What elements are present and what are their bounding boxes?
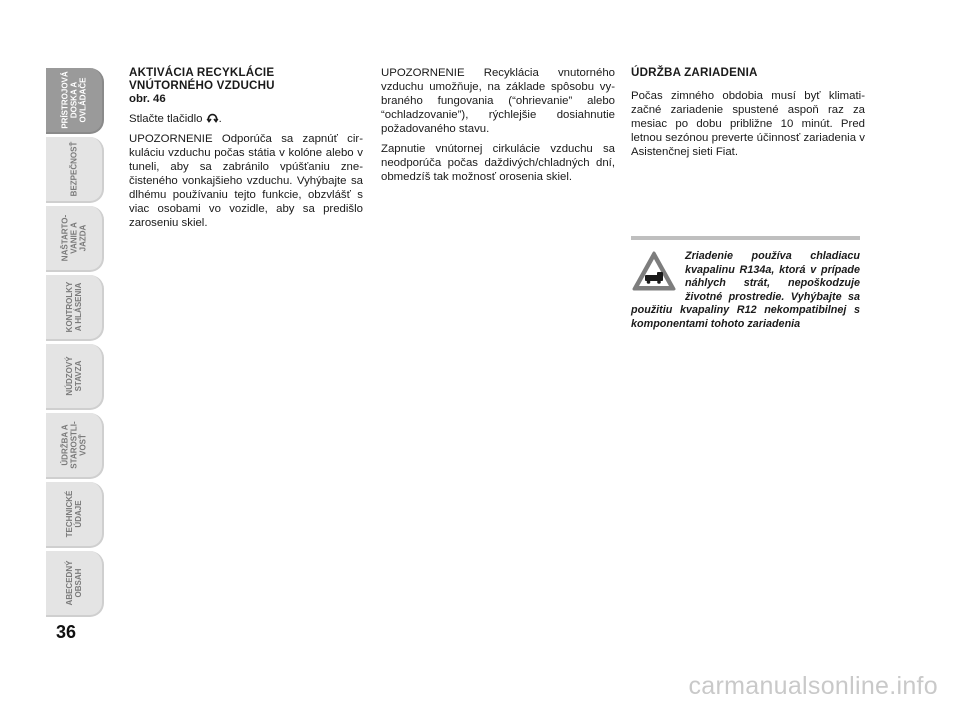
tab-label: KONTROLKY A HLÁSENIA <box>65 281 83 333</box>
recirculation-advice: Zapnutie vnútornej cirkulácie vzduchu sa neodporúča počas daždivých/chladných dní, obmedzíš tak možnosť orosenia skiel. <box>381 143 615 183</box>
tab-label: ÚDRŽBA A STAROSTLI- VOSŤ <box>60 421 88 469</box>
section-heading-line1: AKTIVÁCIA RECYKLÁCIE <box>129 66 275 79</box>
recirculation-note-2: UPOZORNENIE Recyklácia vnutorného vzduchu umožňuje, na základe spôsobu vybraného fungovania (“ohrievanie” alebo “ochladzovanie”), rýchlejšie dosiahnutie požadovaného stavu. <box>381 67 615 135</box>
tab-nastartovanie[interactable] <box>46 206 104 272</box>
tab-label: TECHNICKÉ ÚDAJE <box>65 490 83 538</box>
tab-pristrojova-doska[interactable] <box>46 68 104 134</box>
section-heading-line2: VNÚTORNÉHO VZDUCHU <box>129 79 275 92</box>
tab-label: BEZPEČNOSŤ <box>69 141 79 197</box>
tab-udrzba[interactable] <box>46 413 104 479</box>
tab-kontrolky[interactable] <box>46 275 104 341</box>
recirculation-icon <box>206 112 219 124</box>
tab-abecedny-obsah[interactable] <box>46 551 104 617</box>
tab-label: ABECEDNÝ OBSAH <box>65 560 83 606</box>
tab-label: NÚDZOVÝ STAVZA <box>65 356 83 396</box>
recirculation-note: UPOZORNENIE Odporúča sa zapnúť cirkuláciu vzduchu počas státia v kolóne alebo v tuneli, aby sa zabránilo vpúšťaniu znečisteného vonkajšieho vzduchu. Vyhýbajte sa dlhému používaniu tejto funkcie, obzvlášť s viac osobami vo vozidle, aby sa predišlo zaroseniu skiel. <box>129 133 363 229</box>
tab-label: PRÍSTROJOVÁ DOSKA A OVLÁDAČE <box>60 71 88 129</box>
tab-technicke-udaje[interactable] <box>46 482 104 548</box>
warning-text: Zriadenie používa chladiacu kvapalinu R134a, ktorá v prípade náhlych strát, nepoškodzuje životné prostredie. Vyhýbajte sa použitiu kvapaliny R12 nekompatibilnej s komponentami tohoto zariadenia <box>631 250 860 330</box>
maintenance-heading: ÚDRŽBA ZARIADENIA <box>631 66 758 79</box>
tab-label: NAŠTARTO- VANIE A JAZDA <box>60 214 88 262</box>
environment-warning-box <box>631 236 860 331</box>
press-text: Stlačte tlačidlo <box>129 113 203 125</box>
watermark: carmanualsonline.info <box>688 672 938 700</box>
maintenance-text: Počas zimného obdobia musí byť klimatizačné zariadenie spustené aspoň raz za mesiac po dobu približne 10 minút. Pred letnou sezónou preverte účinnosť zariadenia v Asistenčnej sieti Fiat. <box>631 90 865 158</box>
tab-bezpecnost[interactable] <box>46 137 104 203</box>
page-number: 36 <box>56 622 77 642</box>
figure-reference: obr. 46 <box>129 93 166 105</box>
column-recirculation-notes <box>381 66 615 190</box>
column-maintenance <box>631 66 865 165</box>
tab-nudzovy-stav[interactable] <box>46 344 104 410</box>
column-recirculation <box>129 66 363 236</box>
divider <box>631 236 860 240</box>
environment-warning-triangle-icon <box>631 250 677 292</box>
press-end: . <box>218 113 222 125</box>
press-instruction <box>129 112 363 126</box>
